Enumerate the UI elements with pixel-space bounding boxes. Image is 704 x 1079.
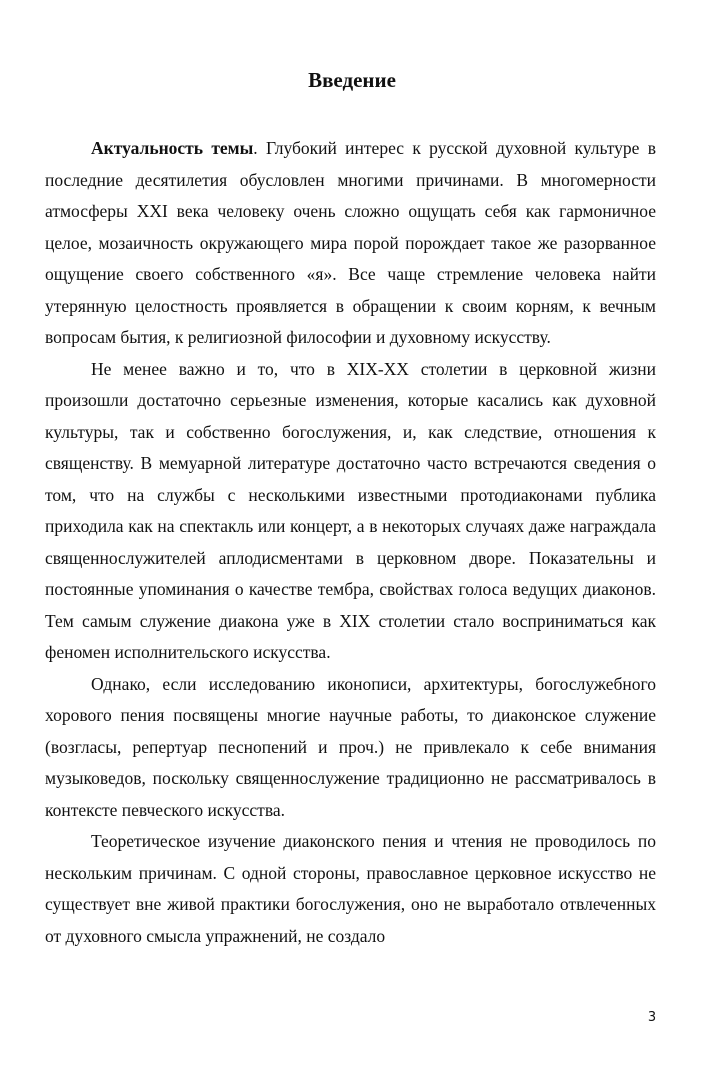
paragraph-text-church-changes: Не менее важно и то, что в XIX-XX столетии в церковной жизни произошли достаточно серьезные изменения, которые касались как духовной культуры, так и собственно богослужения, и, как следствие, отношения к священству. В мемуарной литературе достаточно часто встречаются сведения о том, что на службы с несколькими известными протодиаконами публика приходила как на спектакль или концерт, а в некоторых случаях даже награждала священнослужителей аплодисментами в церковном дворе. Показательны и постоянные упоминания о качестве тембра, свойствах голоса ведущих диаконов. Тем самым служение диакона уже в XIX столетии стало восприниматься как феномен исполнительского искусства. <box>45 358 656 662</box>
paragraph-relevance <box>45 133 656 354</box>
page-title: Введение <box>308 68 396 92</box>
body-text <box>45 133 656 952</box>
paragraph-text-theoretical-study: Теоретическое изучение диаконского пения и чтения не проводилось по нескольким причинам. С одной стороны, православное церковное искусство не существует вне живой практики богослужения, оно не выработало отвлеченных от духовного смысла упражнений, не создало <box>45 831 656 946</box>
paragraph-lead-relevance: Актуальность темы <box>91 138 254 158</box>
paragraph-church-changes <box>45 354 656 669</box>
page-number: 3 <box>647 1010 657 1025</box>
paragraph-research-gap <box>45 669 656 827</box>
paragraph-theoretical-study <box>45 826 656 952</box>
paragraph-text-relevance: . Глубокий интерес к русской духовной культуре в последние десятилетия обусловлен многими причинами. В многомерности атмосферы XXI века человеку очень сложно ощущать себя как гармоничное целое, мозаичность окружающего мира порой порождает такое же разорванное ощущение своего собственного «я». Все чаще стремление человека найти утерянную целостность проявляется в обращении к своим корням, к вечным вопросам бытия, к религиозной философии и духовному искусству. <box>45 138 656 347</box>
paragraph-text-research-gap: Однако, если исследованию иконописи, архитектуры, богослужебного хорового пения посвящены многие научные работы, то диаконское служение (возгласы, репертуар песнопений и проч.) не привлекало к себе внимания музыковедов, поскольку священнослужение традиционно не рассматривалось в контексте певческого искусства. <box>45 673 656 820</box>
